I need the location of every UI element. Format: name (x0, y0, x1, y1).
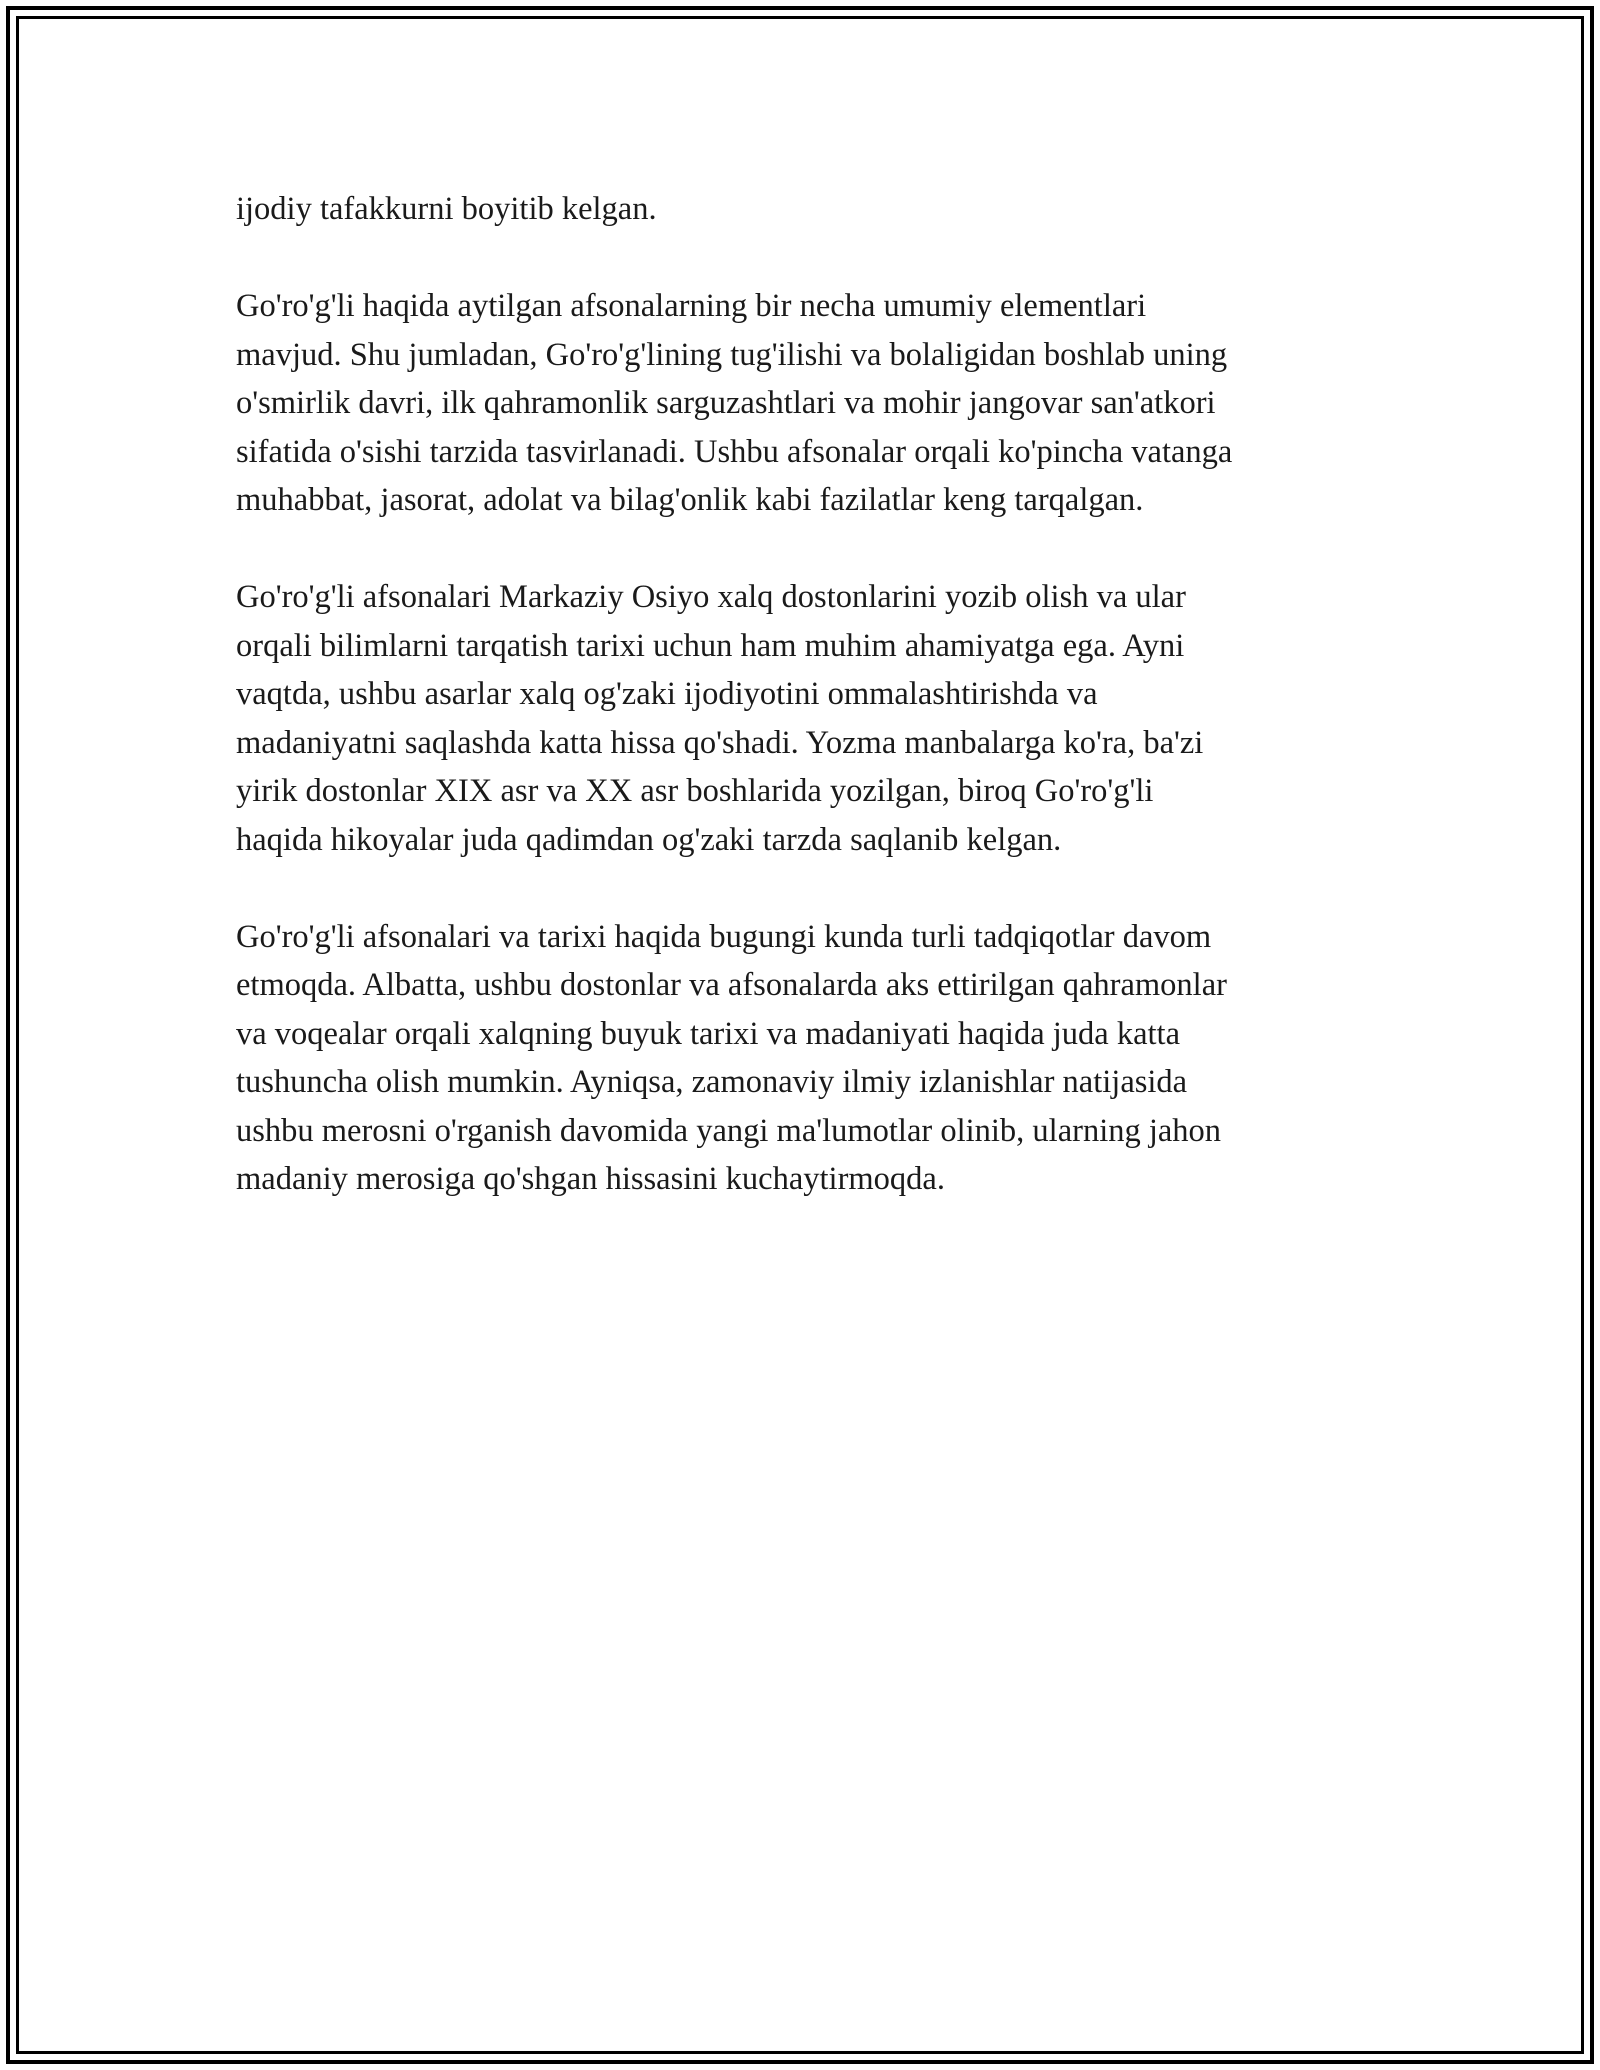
paragraph-continuation: ijodiy tafakkurni boyitib kelgan. (236, 191, 657, 227)
paragraph-modern-research: Go'ro'g'li afsonalari va tarixi haqida bugungi kunda turli tadqiqotlar davom etmoqda. Albatta, ushbu dostonlar va afsonalarda aks ettirilgan qahramonlar va voqealar orqali xalqning buyuk tarixi va madaniyati haqida juda katta tushuncha olish mumkin. Ayniqsa, zamonaviy ilmiy izlanishlar natijasida ushbu merosni o'rganish davomida yangi ma'lumotlar olinib, ularning jahon madaniy merosiga qo'shgan hissasini kuchaytirmoqda. (236, 918, 1227, 1197)
document-body (236, 185, 1396, 1252)
paragraph-legend-elements: Go'ro'g'li haqida aytilgan afsonalarning bir necha umumiy elementlari mavjud. Shu jumladan, Go'ro'g'lining tug'ilishi va bolaligidan boshlab uning o'smirlik davri, ilk qahramonlik sarguzashtlari va mohir jangovar san'atkori sifatida o'sishi tarzida tasvirlanadi. Ushbu afsonalar orqali ko'pincha vatanga muhabbat, jasorat, adolat va bilag'onlik kabi fazilatlar keng tarqalgan. (236, 288, 1233, 518)
paragraph-historical-significance: Go'ro'g'li afsonalari Markaziy Osiyo xalq dostonlarini yozib olish va ular orqali bilimlarni tarqatish tarixi uchun ham muhim ahamiyatga ega. Ayni vaqtda, ushbu asarlar xalq og'zaki ijodiyotini ommalashtirishda va madaniyatni saqlashda katta hissa qo'shadi. Yozma manbalarga ko'ra, ba'zi yirik dostonlar XIX asr va XX asr boshlarida yozilgan, biroq Go'ro'g'li haqida hikoyalar juda qadimdan og'zaki tarzda saqlanib kelgan. (236, 579, 1204, 858)
